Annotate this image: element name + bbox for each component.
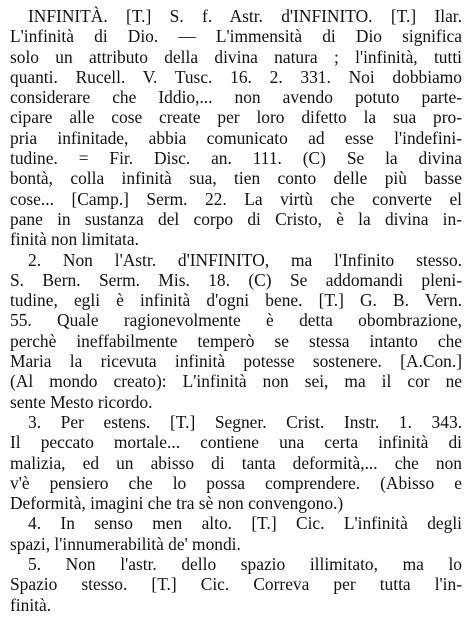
entry-line-20: sente Mesto ricordo. <box>10 391 153 412</box>
entry-line-6: cipare alle cose create per loro difetto la sua pro- <box>10 107 462 128</box>
entry-line-25: Deformità, imagini che tra sè non convengono.) <box>10 493 344 514</box>
entry-line-27: spazi, l'innumerabilità de' mondi. <box>10 533 241 554</box>
entry-line-11: pane in sustanza del corpo di Cristo, è la divina in- <box>10 208 462 229</box>
entry-line-29: Spazio stesso. [T.] Cic. Correva per tutta l'in- <box>10 574 462 595</box>
entry-line-3: solo un attributo della divina natura ; l'infinità, tutti <box>10 46 462 67</box>
entry-line-5: considerare che Iddio,... non avendo potuto parte- <box>10 87 462 108</box>
entry-line-10: cose... [Camp.] Serm. 22. La virtù che converte el <box>10 188 462 209</box>
entry-line-18: Maria la ricevuta infinità potesse sostenere. [A.Con.] <box>10 351 462 372</box>
sense-2-heading: 2. Non l'Astr. d'INFINITO, ma l'Infinito stesso. <box>28 249 462 270</box>
dictionary-entry-infinita <box>10 6 462 615</box>
entry-line-22: Il peccato mortale... contiene una certa infinità di <box>10 432 462 453</box>
entry-line-14: S. Bern. Serm. Mis. 18. (C) Se addomandi pleni- <box>10 269 462 290</box>
entry-line-1: INFINITÀ. [T.] S. f. Astr. d'INFINITO. [T.] Ilar. <box>28 6 462 26</box>
entry-line-16: 55. Quale ragionevolmente è detta obombrazione, <box>10 310 462 331</box>
entry-line-9: bontà, colla infinità sua, tien conto delle più basse <box>10 168 462 189</box>
entry-line-12: finità non limitata. <box>10 229 139 250</box>
entry-line-23: malizia, ed un abisso di tanta deformità,... che non <box>10 452 462 473</box>
entry-line-2: L'infinità di Dio. — L'immensità di Dio significa <box>10 26 462 47</box>
sense-4-heading: 4. In senso men alto. [T.] Cic. L'infinità degli <box>28 513 462 534</box>
entry-line-17: perchè ineffabilmente temperò se stessa intanto che <box>10 330 462 351</box>
entry-line-4: quanti. Rucell. V. Tusc. 16. 2. 331. Noi dobbiamo <box>10 66 462 87</box>
entry-line-24: v'è pensiero che lo possa comprendere. (Abisso e <box>10 472 462 493</box>
sense-5-heading: 5. Non l'astr. dello spazio illimitato, ma lo <box>28 554 462 575</box>
entry-line-15: tudine, egli è infinità d'ogni bene. [T.] G. B. Vern. <box>10 290 462 311</box>
sense-3-heading: 3. Per estens. [T.] Segner. Crist. Instr. 1. 343. <box>28 411 462 432</box>
entry-line-7: pria infinitade, abbia comunicato ad esse l'indefini- <box>10 127 462 148</box>
entry-line-30: finità. <box>10 594 52 615</box>
entry-line-8: tudine. = Fir. Disc. an. 111. (C) Se la divina <box>10 148 462 169</box>
entry-line-19: (Al mondo creato): L'infinità non sei, ma il cor ne <box>10 371 462 392</box>
